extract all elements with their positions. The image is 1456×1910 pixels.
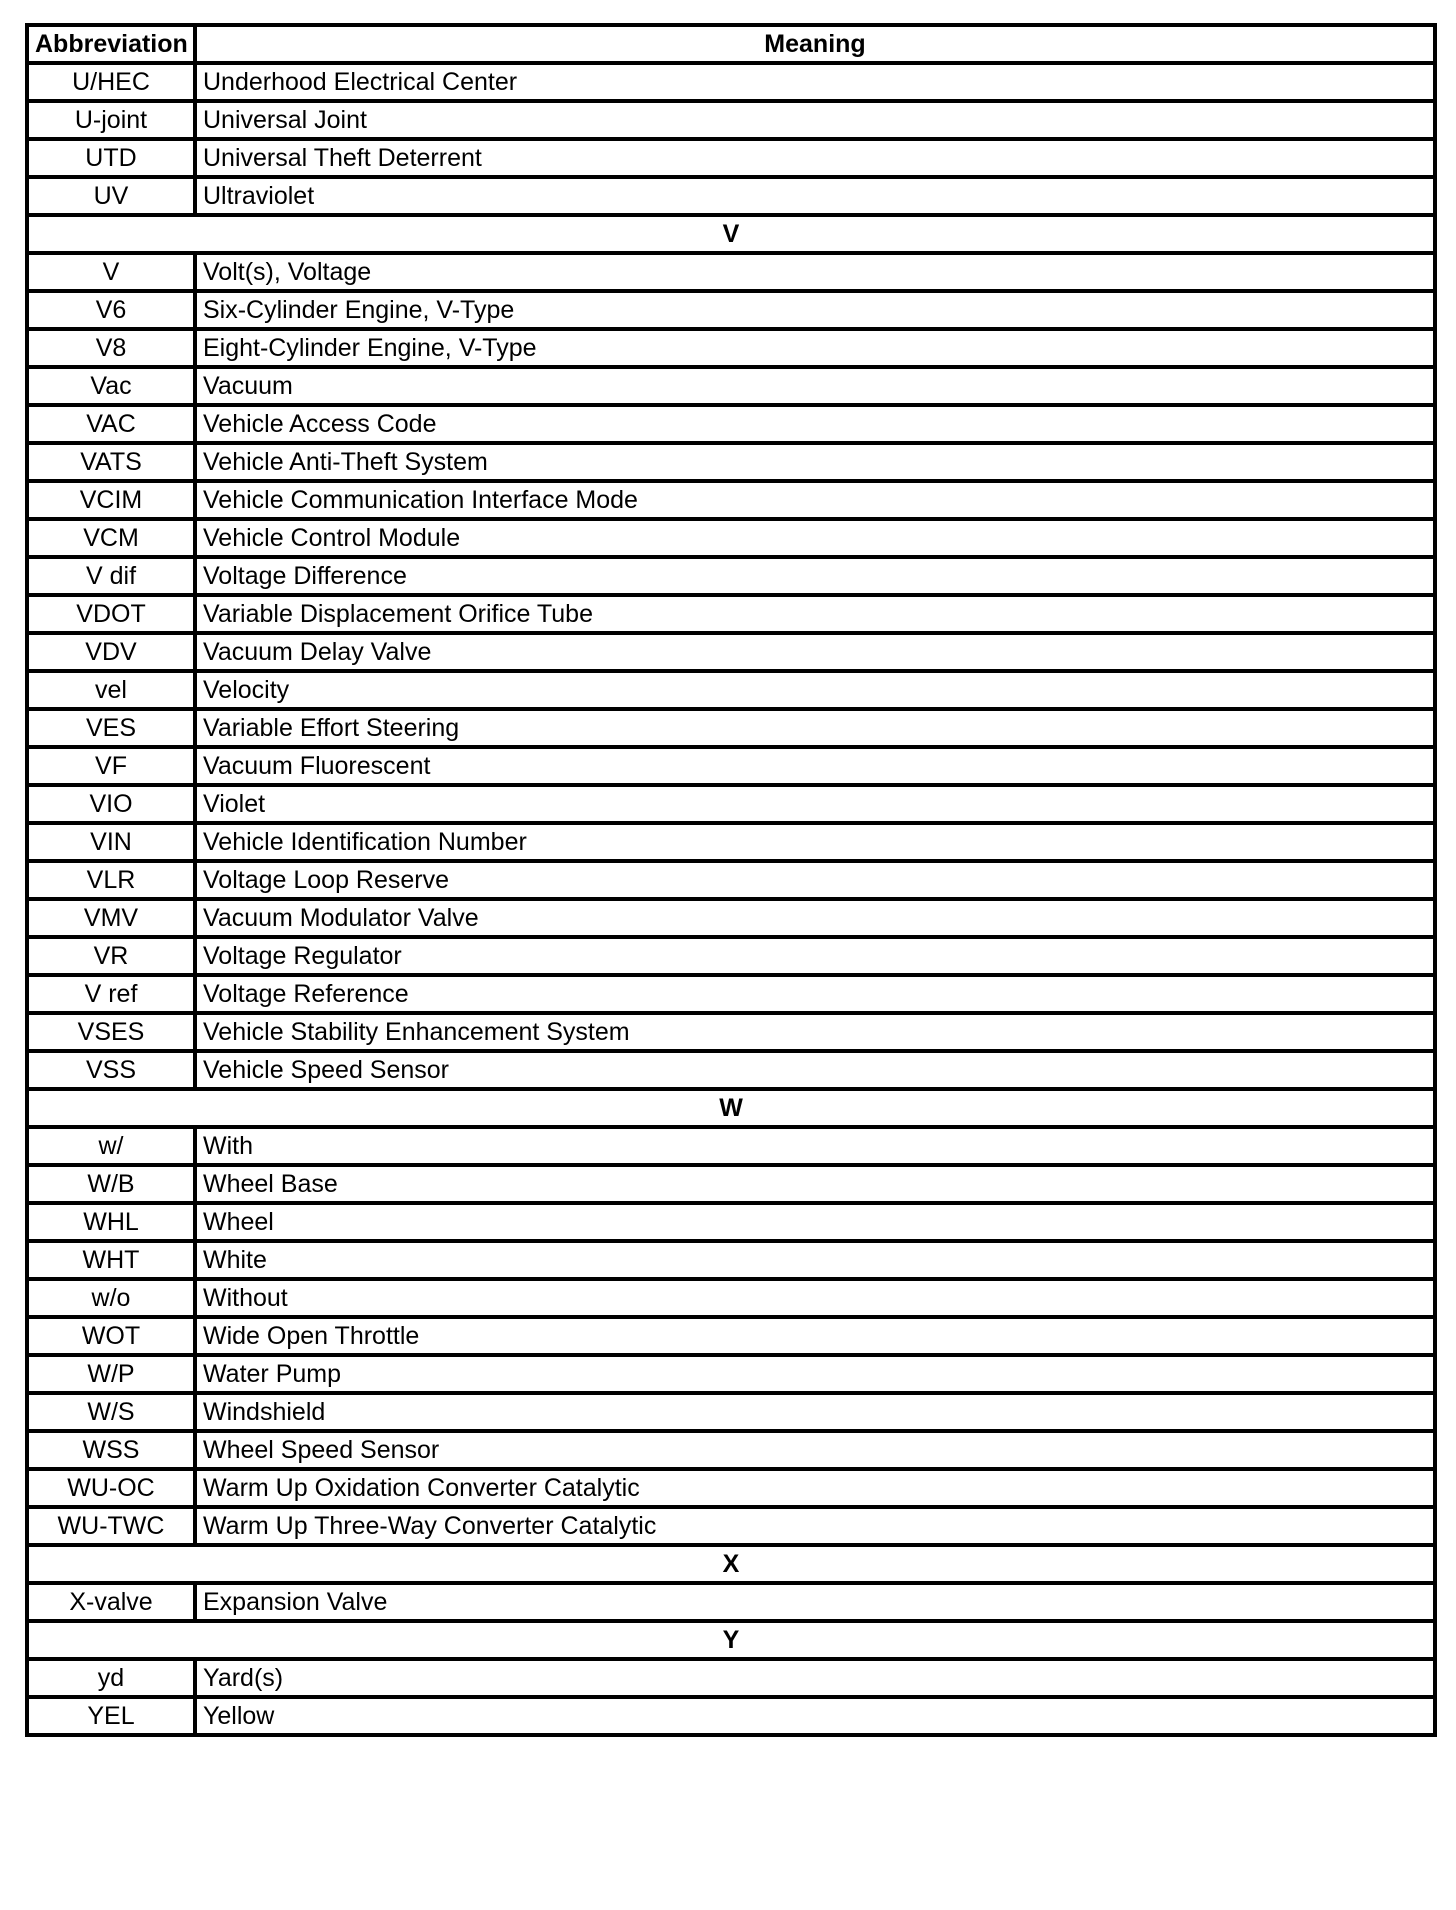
abbreviation-cell: UTD xyxy=(27,139,195,177)
table-row xyxy=(27,101,1435,139)
table-row xyxy=(27,481,1435,519)
meaning-cell: Expansion Valve xyxy=(195,1583,1435,1621)
abbreviation-cell: W/B xyxy=(27,1165,195,1203)
meaning-cell: Variable Effort Steering xyxy=(195,709,1435,747)
abbreviation-cell: WSS xyxy=(27,1431,195,1469)
meaning-cell: Yellow xyxy=(195,1697,1435,1735)
meaning-cell: Wide Open Throttle xyxy=(195,1317,1435,1355)
table-row xyxy=(27,1659,1435,1697)
meaning-cell: Warm Up Three-Way Converter Catalytic xyxy=(195,1507,1435,1545)
meaning-cell: Underhood Electrical Center xyxy=(195,63,1435,101)
abbreviation-cell: yd xyxy=(27,1659,195,1697)
abbreviation-cell: YEL xyxy=(27,1697,195,1735)
meaning-cell: Vacuum Fluorescent xyxy=(195,747,1435,785)
table-row xyxy=(27,1165,1435,1203)
abbreviation-cell: V6 xyxy=(27,291,195,329)
meaning-cell: Six-Cylinder Engine, V-Type xyxy=(195,291,1435,329)
table-row xyxy=(27,1393,1435,1431)
abbreviation-cell: VR xyxy=(27,937,195,975)
meaning-cell: Wheel Base xyxy=(195,1165,1435,1203)
meaning-cell: Voltage Reference xyxy=(195,975,1435,1013)
meaning-cell: Vehicle Speed Sensor xyxy=(195,1051,1435,1089)
meaning-cell: Ultraviolet xyxy=(195,177,1435,215)
table-row xyxy=(27,367,1435,405)
abbreviation-cell: VIO xyxy=(27,785,195,823)
table-row xyxy=(27,291,1435,329)
meaning-cell: Without xyxy=(195,1279,1435,1317)
table-row xyxy=(27,1583,1435,1621)
table-row xyxy=(27,329,1435,367)
table-row xyxy=(27,1051,1435,1089)
section-row xyxy=(27,1621,1435,1659)
meaning-cell: Wheel Speed Sensor xyxy=(195,1431,1435,1469)
table-row xyxy=(27,1697,1435,1735)
table-row xyxy=(27,595,1435,633)
table-row xyxy=(27,1279,1435,1317)
table-row xyxy=(27,63,1435,101)
abbreviation-cell: WHT xyxy=(27,1241,195,1279)
table-row xyxy=(27,1431,1435,1469)
abbreviation-cell: Vac xyxy=(27,367,195,405)
meaning-cell: With xyxy=(195,1127,1435,1165)
table-row xyxy=(27,253,1435,291)
abbreviation-cell: VIN xyxy=(27,823,195,861)
meaning-cell: Vacuum Delay Valve xyxy=(195,633,1435,671)
meaning-cell: Voltage Loop Reserve xyxy=(195,861,1435,899)
meaning-cell: Windshield xyxy=(195,1393,1435,1431)
section-heading: W xyxy=(27,1089,1435,1127)
abbreviation-cell: WOT xyxy=(27,1317,195,1355)
meaning-cell: Vehicle Access Code xyxy=(195,405,1435,443)
table-row xyxy=(27,1355,1435,1393)
table-row xyxy=(27,709,1435,747)
abbreviation-cell: W/P xyxy=(27,1355,195,1393)
abbreviation-table xyxy=(25,23,1437,1737)
table-row xyxy=(27,633,1435,671)
meaning-cell: Variable Displacement Orifice Tube xyxy=(195,595,1435,633)
table-body xyxy=(27,63,1435,1735)
table-row xyxy=(27,177,1435,215)
abbreviation-cell: W/S xyxy=(27,1393,195,1431)
abbreviation-cell: V ref xyxy=(27,975,195,1013)
document-page xyxy=(25,23,1433,1737)
abbreviation-cell: WHL xyxy=(27,1203,195,1241)
abbreviation-cell: VDV xyxy=(27,633,195,671)
abbreviation-cell: vel xyxy=(27,671,195,709)
table-row xyxy=(27,1317,1435,1355)
table-row xyxy=(27,1469,1435,1507)
table-row xyxy=(27,443,1435,481)
table-row xyxy=(27,823,1435,861)
table-row xyxy=(27,785,1435,823)
meaning-cell: Vehicle Control Module xyxy=(195,519,1435,557)
abbreviation-cell: VSS xyxy=(27,1051,195,1089)
meaning-cell: White xyxy=(195,1241,1435,1279)
section-row xyxy=(27,215,1435,253)
abbreviation-cell: V dif xyxy=(27,557,195,595)
section-row xyxy=(27,1089,1435,1127)
abbreviation-cell: VSES xyxy=(27,1013,195,1051)
abbreviation-cell: X-valve xyxy=(27,1583,195,1621)
meaning-cell: Violet xyxy=(195,785,1435,823)
abbreviation-cell: U-joint xyxy=(27,101,195,139)
meaning-cell: Voltage Regulator xyxy=(195,937,1435,975)
table-row xyxy=(27,861,1435,899)
meaning-cell: Vacuum xyxy=(195,367,1435,405)
abbreviation-cell: U/HEC xyxy=(27,63,195,101)
abbreviation-cell: VCM xyxy=(27,519,195,557)
section-row xyxy=(27,1545,1435,1583)
table-row xyxy=(27,1013,1435,1051)
table-row xyxy=(27,899,1435,937)
table-row xyxy=(27,747,1435,785)
abbreviation-cell: w/o xyxy=(27,1279,195,1317)
table-row xyxy=(27,1203,1435,1241)
meaning-cell: Voltage Difference xyxy=(195,557,1435,595)
header-row xyxy=(27,25,1435,63)
abbreviation-cell: VF xyxy=(27,747,195,785)
meaning-cell: Wheel xyxy=(195,1203,1435,1241)
table-row xyxy=(27,671,1435,709)
abbreviation-cell: V xyxy=(27,253,195,291)
meaning-cell: Volt(s), Voltage xyxy=(195,253,1435,291)
abbreviation-cell: VATS xyxy=(27,443,195,481)
abbreviation-cell: UV xyxy=(27,177,195,215)
table-row xyxy=(27,139,1435,177)
meaning-cell: Warm Up Oxidation Converter Catalytic xyxy=(195,1469,1435,1507)
abbreviation-cell: V8 xyxy=(27,329,195,367)
meaning-cell: Velocity xyxy=(195,671,1435,709)
meaning-cell: Vehicle Anti-Theft System xyxy=(195,443,1435,481)
meaning-cell: Eight-Cylinder Engine, V-Type xyxy=(195,329,1435,367)
table-row xyxy=(27,405,1435,443)
section-heading: V xyxy=(27,215,1435,253)
meaning-header: Meaning xyxy=(195,25,1435,63)
meaning-cell: Vehicle Stability Enhancement System xyxy=(195,1013,1435,1051)
abbreviation-cell: w/ xyxy=(27,1127,195,1165)
meaning-cell: Vehicle Communication Interface Mode xyxy=(195,481,1435,519)
abbreviation-cell: VMV xyxy=(27,899,195,937)
section-heading: Y xyxy=(27,1621,1435,1659)
table-row xyxy=(27,1127,1435,1165)
table-row xyxy=(27,937,1435,975)
meaning-cell: Universal Joint xyxy=(195,101,1435,139)
meaning-cell: Vehicle Identification Number xyxy=(195,823,1435,861)
abbreviation-header: Abbreviation xyxy=(27,25,195,63)
table-row xyxy=(27,557,1435,595)
table-row xyxy=(27,1507,1435,1545)
abbreviation-cell: VLR xyxy=(27,861,195,899)
table-row xyxy=(27,1241,1435,1279)
table-row xyxy=(27,975,1435,1013)
abbreviation-cell: VCIM xyxy=(27,481,195,519)
abbreviation-cell: WU-TWC xyxy=(27,1507,195,1545)
abbreviation-cell: VAC xyxy=(27,405,195,443)
meaning-cell: Universal Theft Deterrent xyxy=(195,139,1435,177)
section-heading: X xyxy=(27,1545,1435,1583)
meaning-cell: Yard(s) xyxy=(195,1659,1435,1697)
abbreviation-cell: VES xyxy=(27,709,195,747)
meaning-cell: Water Pump xyxy=(195,1355,1435,1393)
table-row xyxy=(27,519,1435,557)
abbreviation-cell: VDOT xyxy=(27,595,195,633)
meaning-cell: Vacuum Modulator Valve xyxy=(195,899,1435,937)
abbreviation-cell: WU-OC xyxy=(27,1469,195,1507)
